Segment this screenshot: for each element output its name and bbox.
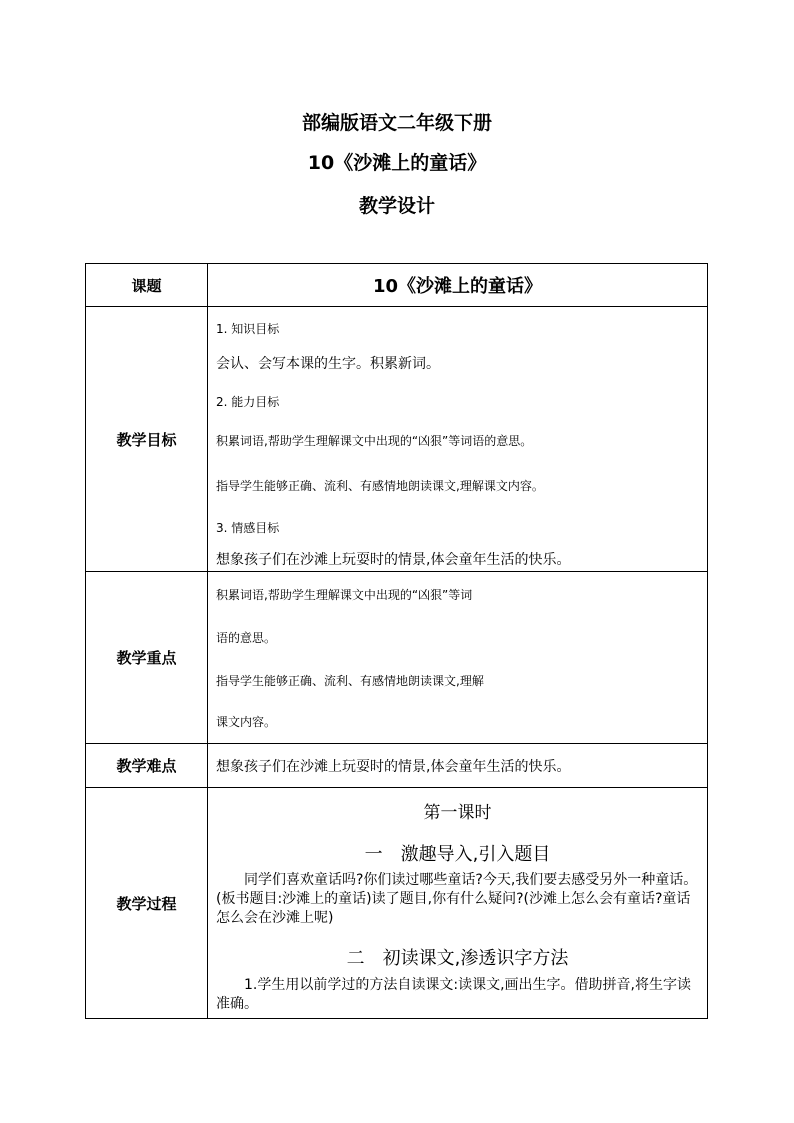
- label-goals: 教学目标: [86, 307, 208, 572]
- label-topic: 课题: [86, 264, 208, 307]
- label-process: 教学过程: [86, 788, 208, 1019]
- row-focus: [86, 572, 708, 744]
- goals-text-knowledge: 会认、会写本课的生字。积累新词。: [216, 356, 440, 372]
- section2-text: 1.学生用以前学过的方法自读课文:读课文,画出生字。借助拼音,将生字读准确。: [216, 977, 691, 1012]
- section1-text: 同学们喜欢童话吗?你们读过哪些童话?今天,我们要去感受另外一种童话。(板书题目:沙滩上的童话)读了题目,你有什么疑问?(沙滩上怎么会有童话?童话怎么会在沙滩上呢): [216, 872, 698, 926]
- goals-heading-ability: 2. 能力目标: [216, 395, 280, 409]
- section1-title: 一 激趣导入,引入题目: [364, 844, 551, 865]
- goals-text-emotion: 想象孩子们在沙滩上玩耍时的情景,体会童年生活的快乐。: [216, 552, 571, 568]
- value-difficulty: 想象孩子们在沙滩上玩耍时的情景,体会童年生活的快乐。: [208, 744, 708, 788]
- focus-line-4: 课文内容。: [216, 715, 277, 729]
- doc-title-line1: 部编版语文二年级下册: [301, 112, 492, 134]
- row-goals: [86, 307, 708, 572]
- doc-title-line2: 10《沙滩上的童话》: [307, 152, 487, 174]
- goals-heading-knowledge: 1. 知识目标: [216, 322, 280, 336]
- doc-title-line3: 教学设计: [358, 195, 435, 217]
- goals-heading-emotion: 3. 情感目标: [216, 521, 280, 535]
- focus-line-3: 指导学生能够正确、流利、有感情地朗读课文,理解: [216, 674, 484, 688]
- value-goals: [208, 307, 708, 572]
- goals-text-ability-1: 积累词语,帮助学生理解课文中出现的“凶狠”等词语的意思。: [216, 434, 533, 448]
- lesson-plan-table: [85, 263, 708, 1019]
- value-process: [208, 788, 708, 1019]
- section2-title: 二 初读课文,渗透识字方法: [346, 948, 569, 969]
- value-topic: 10《沙滩上的童话》: [208, 264, 708, 307]
- row-difficulty: [86, 744, 708, 788]
- value-focus: [208, 572, 708, 744]
- goals-text-ability-2: 指导学生能够正确、流利、有感情地朗读课文,理解课文内容。: [216, 479, 544, 493]
- lesson-heading: 第一课时: [423, 803, 492, 823]
- focus-line-1: 积累词语,帮助学生理解课文中出现的“凶狠”等词: [216, 588, 473, 602]
- focus-line-2: 语的意思。: [216, 631, 277, 645]
- row-process: [86, 788, 708, 1019]
- row-topic: [86, 264, 708, 307]
- label-focus: 教学重点: [86, 572, 208, 744]
- label-difficulty: 教学难点: [86, 744, 208, 788]
